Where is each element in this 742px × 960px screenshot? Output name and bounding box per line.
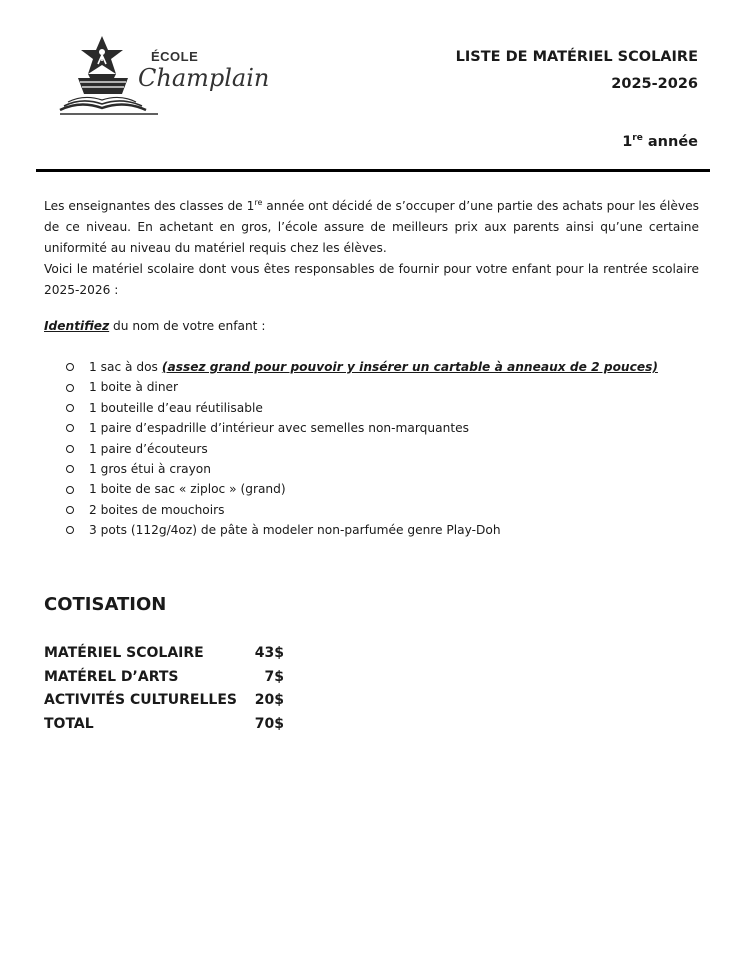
bullet-circle-icon <box>66 506 74 514</box>
identify-emphasis: Identifiez <box>44 319 110 333</box>
document-title: LISTE DE MATÉRIEL SCOLAIRE <box>455 49 698 65</box>
document-header <box>456 44 698 156</box>
identify-rest: du nom de votre enfant : <box>109 319 266 333</box>
item-text: 3 pots (112g/4oz) de pâte à modeler non-parfumée genre Play-Doh <box>89 523 501 538</box>
grade-word: année <box>647 134 698 150</box>
list-item <box>64 479 658 499</box>
fee-label: TOTAL <box>44 715 94 732</box>
logo-text-ecole: ÉCOLE <box>151 49 199 64</box>
intro-text <box>44 192 699 301</box>
school-logo <box>58 34 270 124</box>
list-item <box>64 459 658 479</box>
item-text: 1 paire d’écouteurs <box>89 441 208 456</box>
intro-p1-start: Les enseignantes des classes de 1 <box>44 199 255 213</box>
item-text: 1 boite de sac « ziploc » (grand) <box>89 482 286 497</box>
item-note: (assez grand pour pouvoir y insérer un cartable à anneaux de 2 pouces) <box>161 360 658 374</box>
list-item <box>64 357 658 377</box>
grade-number: 1 <box>622 134 633 150</box>
item-text: 1 gros étui à crayon <box>89 461 211 476</box>
fee-amount: 7$ <box>264 668 284 685</box>
intro-paragraph-2: Voici le matériel scolaire dont vous êtes responsables de fournir pour votre enfant pour la rentrée scolaire 2025-2026 : <box>44 262 699 297</box>
logo-text-champlain: Champlain <box>138 64 270 92</box>
grade-superscript: re <box>632 133 643 143</box>
bullet-circle-icon <box>66 486 74 494</box>
cotisation-heading: COTISATION <box>44 594 167 615</box>
item-text: 1 bouteille d’eau réutilisable <box>89 400 263 415</box>
bullet-circle-icon <box>66 445 74 453</box>
header-divider <box>36 169 710 172</box>
list-item <box>64 398 658 418</box>
fee-row-total <box>44 713 284 737</box>
fee-label: MATÉRIEL SCOLAIRE <box>44 645 204 661</box>
supplies-list <box>64 357 658 541</box>
list-item <box>64 439 658 459</box>
list-item <box>64 520 658 540</box>
list-item <box>64 377 658 397</box>
bullet-circle-icon <box>66 465 74 473</box>
identify-instruction <box>44 316 265 336</box>
item-text: 1 sac à dos <box>89 360 158 374</box>
fee-label: MATÉREL D’ARTS <box>44 668 179 685</box>
school-year: 2025-2026 <box>611 76 698 92</box>
intro-paragraph-1 <box>44 192 699 259</box>
item-text: 1 boite à diner <box>89 380 179 395</box>
bullet-circle-icon <box>66 526 74 534</box>
bullet-circle-icon <box>66 424 74 432</box>
intro-p1-superscript: re <box>254 198 263 207</box>
fee-row <box>44 642 284 666</box>
item-text: 2 boites de mouchoirs <box>89 502 225 517</box>
fee-amount: 70$ <box>254 715 284 732</box>
list-item <box>64 418 658 438</box>
fee-amount: 43$ <box>254 645 284 661</box>
intro-p1-end: année ont décidé de s’occuper d’une partie des achats pour les élèves de ce niveau. En achetant en gros, l’école assure de meilleurs prix aux parents ainsi qu’une certaine uniformité au niveau du matériel requis chez les élèves. <box>44 199 699 255</box>
bullet-circle-icon <box>66 404 74 412</box>
item-text: 1 paire d’espadrille d’intérieur avec semelles non-marquantes <box>89 421 469 436</box>
fees-table <box>44 642 284 736</box>
bullet-circle-icon <box>66 363 74 371</box>
grade-level <box>456 125 698 156</box>
fee-label: ACTIVITÉS CULTURELLES <box>44 692 237 708</box>
fee-row <box>44 689 284 713</box>
fee-amount: 20$ <box>254 692 284 708</box>
list-item <box>64 500 658 520</box>
bullet-circle-icon <box>66 384 74 392</box>
fee-row <box>44 666 284 690</box>
